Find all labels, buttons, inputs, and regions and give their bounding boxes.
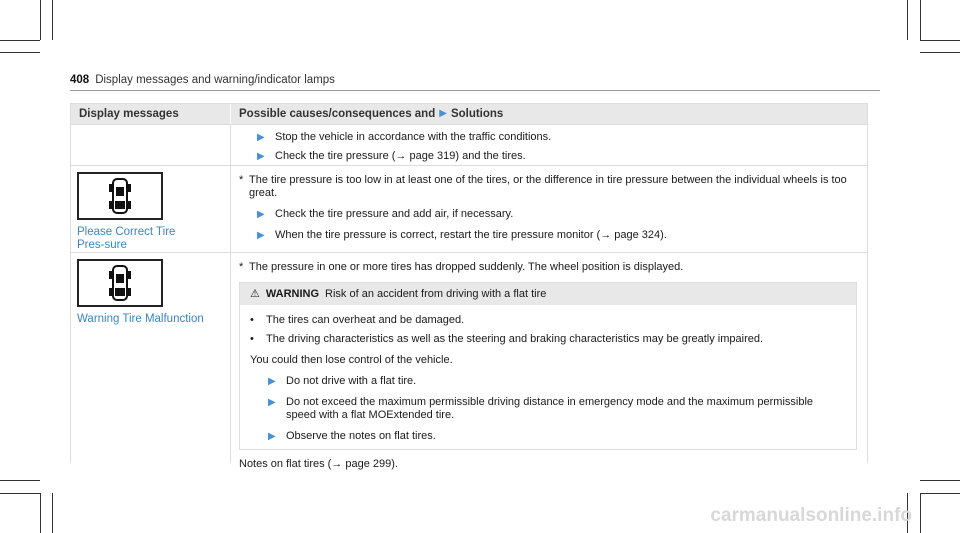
step-text: Check the tire pressure (→ page 319) and the tires. [275, 150, 526, 162]
table-row [71, 252, 867, 470]
crop-mark [52, 493, 53, 533]
row-solution-cell [231, 253, 867, 470]
cause-item [239, 174, 857, 200]
bullet-icon: • [250, 314, 254, 326]
list-item [250, 314, 846, 327]
crop-mark [0, 52, 40, 53]
col-header-display-messages: Display messages [71, 104, 231, 124]
crop-mark [0, 480, 40, 481]
display-message: Warning Tire Malfunction [77, 313, 204, 325]
step-text: Observe the notes on flat tires. [286, 430, 436, 442]
crop-mark [907, 0, 908, 40]
crop-mark [40, 493, 41, 533]
step-text: Check the tire pressure and add air, if necessary. [275, 208, 514, 220]
list-item-text: The driving characteristics as well as the steering and braking characteristics may be greatly impaired. [266, 333, 764, 345]
table-row [71, 165, 867, 252]
crop-mark [920, 0, 921, 40]
step-text: When the tire pressure is correct, restart the tire pressure monitor (→ page 324). [275, 229, 667, 241]
row-message-cell [71, 253, 231, 463]
warning-triangle-icon: ⚠ [250, 287, 260, 300]
step-item [257, 150, 857, 163]
row-message-cell [71, 125, 231, 165]
triangle-right-icon: ▶ [257, 132, 265, 143]
warning-title: Risk of an accident from driving with a flat tire [325, 287, 547, 300]
list-item [250, 333, 846, 346]
asterisk-icon: * [239, 174, 244, 186]
triangle-right-icon: ▶ [257, 209, 265, 220]
header-rule [70, 90, 880, 91]
warning-box [239, 282, 857, 450]
notes-text: Notes on flat tires (→ page 299). [239, 458, 398, 470]
crop-mark [920, 52, 960, 53]
col-header-causes [231, 104, 867, 124]
crop-mark [920, 40, 960, 41]
crop-mark [920, 480, 960, 481]
cause-item [239, 261, 857, 274]
step-item [268, 375, 846, 388]
step-text: Stop the vehicle in accordance with the traffic conditions. [275, 131, 552, 143]
step-text: Do not exceed the maximum permissible driving distance in emergency mode and the maximum permissible speed with a flat MOExtended tire. [286, 396, 814, 421]
warning-label: WARNING [265, 287, 320, 300]
step-item [268, 396, 846, 422]
step-item [257, 229, 857, 242]
tire-pressure-warning-icon [77, 259, 163, 307]
messages-table [70, 103, 868, 470]
triangle-right-icon: ▶ [439, 108, 447, 119]
tire-pressure-warning-icon [77, 172, 163, 220]
warning-body [240, 305, 856, 443]
step-item [257, 131, 857, 144]
triangle-right-icon: ▶ [268, 431, 276, 442]
display-message: Please Correct Tire Pres-sure [77, 226, 176, 251]
crop-mark [920, 493, 921, 533]
crop-mark [52, 0, 53, 40]
crop-mark [0, 493, 40, 494]
list-item-text: The tires can overheat and be damaged. [266, 314, 465, 326]
asterisk-icon: * [239, 261, 244, 273]
page-title: Display messages and warning/indicator lamps [95, 74, 335, 86]
page-number: 408 [70, 74, 90, 86]
table-row [71, 124, 867, 165]
triangle-right-icon: ▶ [268, 376, 276, 387]
step-item [257, 208, 857, 221]
step-text: Do not drive with a flat tire. [286, 375, 417, 387]
row-solution-cell [231, 125, 867, 165]
crop-mark [0, 40, 40, 41]
crop-mark [920, 493, 960, 494]
bullet-icon: • [250, 333, 254, 345]
cause-text: The tire pressure is too low in at least one of the tires, or the difference in tire pressure between the individual wheels is too great. [249, 174, 847, 199]
table-header [71, 104, 867, 124]
cause-text: The pressure in one or more tires has dropped suddenly. The wheel position is displayed. [249, 261, 684, 273]
row-solution-cell [231, 166, 867, 252]
warning-header [240, 283, 856, 305]
triangle-right-icon: ▶ [268, 397, 276, 408]
col-header-solutions-label: Solutions [450, 108, 504, 120]
triangle-right-icon: ▶ [257, 230, 265, 241]
col-header-causes-label: Possible causes/consequences and [239, 108, 436, 120]
step-item [268, 430, 846, 443]
watermark: carmanualsonline.info [710, 505, 912, 526]
warning-text: You could then lose control of the vehicle. [250, 354, 453, 366]
crop-mark [40, 0, 41, 40]
triangle-right-icon: ▶ [257, 151, 265, 162]
page-header [70, 74, 335, 86]
row-message-cell [71, 166, 231, 252]
